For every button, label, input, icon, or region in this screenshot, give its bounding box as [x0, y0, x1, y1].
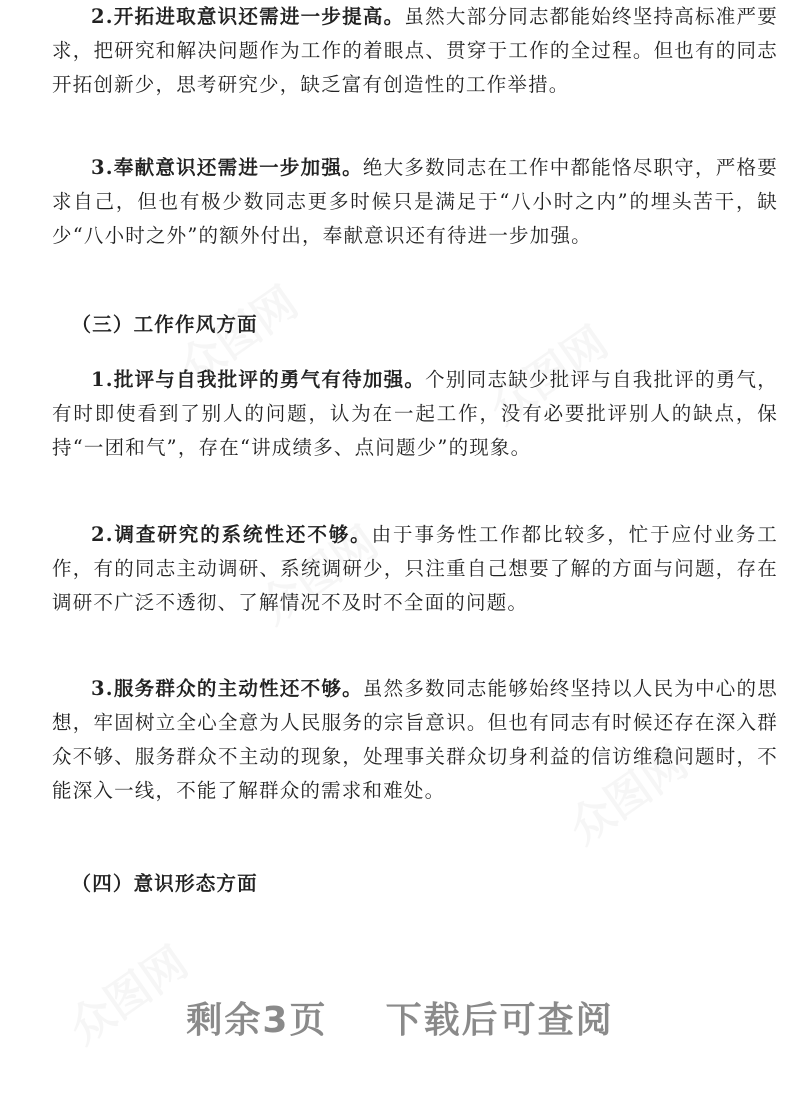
paragraph-dedication [52, 151, 778, 253]
paragraph-body: 虽然大部分同志都能始终坚持高标准严要求，把研究和解决问题作为工作的着眼点、贯穿于工作的全过程。但也有的同志开拓创新少，思考研究少，缺乏富有创造性的工作举措。 [52, 5, 778, 96]
section-heading-work-style: （三）工作作风方面 [71, 313, 258, 336]
paragraph-body: 个别同志缺少批评与自我批评的勇气，有时即使看到了别人的问题，认为在一起工作，没有必要批评别人的缺点，保持“一团和气”，存在“讲成绩多、点问题少”的现象。 [52, 368, 778, 459]
paragraph-body: 虽然多数同志能够始终坚持以人民为中心的思想，牢固树立全心全意为人民服务的宗旨意识。但也有同志有时候还存在深入群众不够、服务群众不主动的现象，处理事关群众切身利益的信访维稳问题时，不能深入一线，不能了解群众的需求和难处。 [52, 677, 778, 802]
paragraph-lead: 2.调查研究的系统性还不够。 [91, 523, 372, 546]
paragraph-lead: 1.批评与自我批评的勇气有待加强。 [91, 368, 426, 391]
paragraph-body: 由于事务性工作都比较多，忙于应付业务工作，有的同志主动调研、系统调研少，只注重自己想要了解的方面与问题，存在调研不广泛不透彻、了解情况不及时不全面的问题。 [52, 523, 778, 614]
paragraph-criticism [52, 363, 778, 465]
paragraph-lead: 3.奉献意识还需进一步加强。 [91, 156, 363, 179]
paragraph-lead: 3.服务群众的主动性还不够。 [91, 677, 363, 700]
paragraph-service [52, 672, 778, 808]
paragraph-body: 绝大多数同志在工作中都能恪尽职守，严格要求自己，但也有极少数同志更多时候只是满足于“八小时之内”的埋头苦干，缺少“八小时之外”的额外付出，奉献意识还有待进一步加强。 [52, 156, 778, 247]
section-heading-ideology: （四）意识形态方面 [71, 872, 258, 895]
paragraph-lead: 2.开拓进取意识还需进一步提高。 [91, 5, 405, 28]
paragraph-innovation [52, 0, 778, 102]
download-prompt-banner[interactable]: 剩余3页 下载后可查阅 [186, 1000, 614, 1041]
paragraph-research [52, 518, 778, 620]
